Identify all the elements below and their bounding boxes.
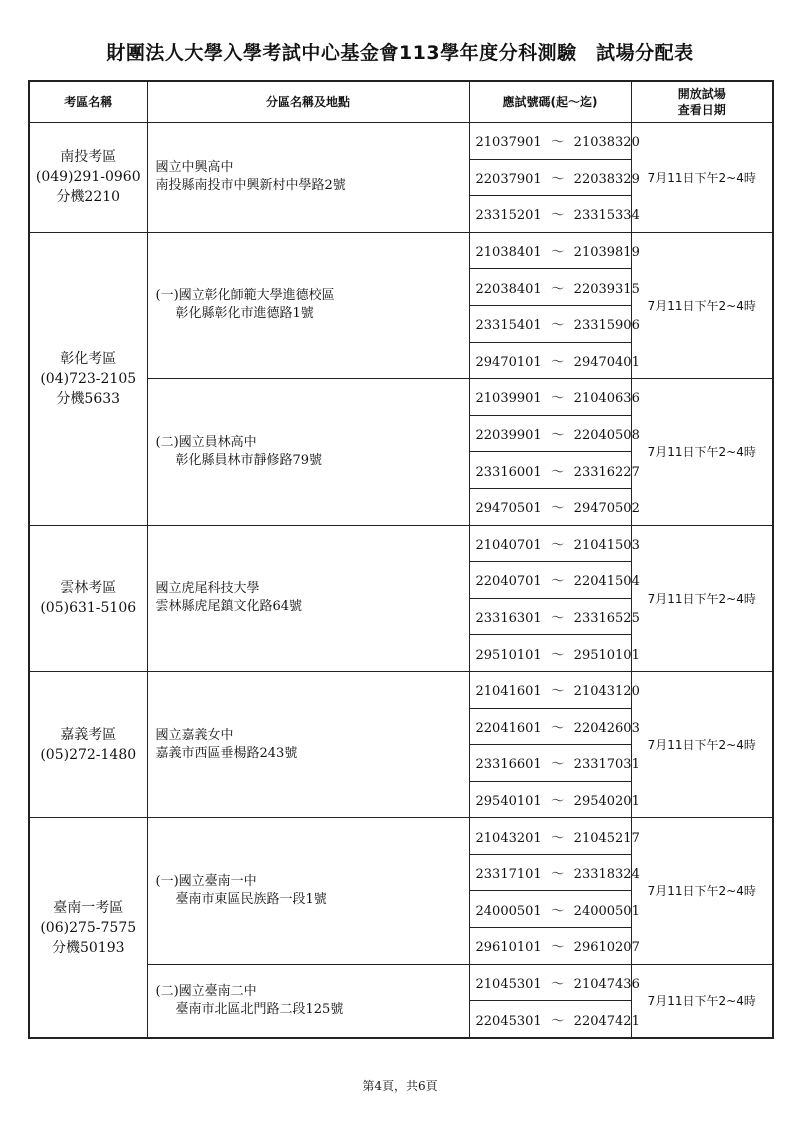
- check-date: 7月11日下午2~4時: [631, 379, 773, 525]
- range-start: 21039901: [475, 391, 542, 407]
- range-separator: ～: [551, 501, 565, 517]
- range-start: 21038401: [475, 245, 542, 261]
- header-region: 考區名稱: [29, 81, 147, 123]
- range-end: 29470502: [573, 501, 640, 517]
- range-separator: ～: [551, 281, 565, 297]
- range-start: 22041601: [475, 720, 542, 736]
- number-range: [469, 123, 640, 160]
- range-end: 21041503: [573, 537, 640, 553]
- range-separator: ～: [551, 940, 565, 956]
- range-end: 23316227: [573, 464, 640, 480]
- range-start: 22037901: [475, 171, 542, 187]
- range-separator: ～: [551, 537, 565, 553]
- site-name: 國立虎尾科技大學: [155, 581, 260, 597]
- number-range: [469, 818, 640, 855]
- site-name: (二)國立員林高中: [155, 434, 257, 450]
- region-info: 彰化考區 (04)723-2105 分機5633: [29, 232, 147, 525]
- range-end: 29510101: [573, 647, 640, 663]
- range-start: 22040701: [475, 574, 542, 590]
- range-end: 22042603: [573, 720, 640, 736]
- site-cell: [147, 379, 469, 525]
- number-range: [469, 159, 640, 196]
- number-range: [469, 452, 640, 489]
- number-range: [469, 891, 640, 928]
- range-separator: ～: [551, 464, 565, 480]
- range-start: 21043201: [475, 830, 542, 846]
- range-separator: ～: [551, 171, 565, 187]
- number-range: [469, 269, 640, 306]
- site-name: (一)國立彰化師範大學進德校區: [155, 288, 335, 304]
- table-row: [29, 818, 773, 855]
- range-separator: ～: [551, 611, 565, 627]
- range-separator: ～: [551, 720, 565, 736]
- site-cell: [147, 525, 469, 671]
- range-separator: ～: [551, 391, 565, 407]
- range-separator: ～: [551, 245, 565, 261]
- site-address: 彰化縣員林市靜修路79號: [175, 452, 323, 468]
- range-start: 21037901: [475, 135, 542, 151]
- site-address: 彰化縣彰化市進德路1號: [175, 306, 314, 322]
- range-start: 21045301: [475, 976, 542, 992]
- range-end: 21043120: [573, 684, 640, 700]
- region-info: 臺南一考區 (06)275-7575 分機50193: [29, 818, 147, 1038]
- range-end: 23316525: [573, 611, 640, 627]
- site-address: 南投縣南投市中興新村中學路2號: [155, 178, 346, 194]
- region-info: 嘉義考區 (05)272-1480: [29, 671, 147, 817]
- number-range: [469, 525, 640, 562]
- range-separator: ～: [551, 318, 565, 334]
- range-start: 23316301: [475, 611, 542, 627]
- number-range: [469, 598, 640, 635]
- number-range: [469, 342, 640, 379]
- range-start: 23316601: [475, 757, 542, 773]
- range-separator: ～: [551, 830, 565, 846]
- number-range: [469, 671, 640, 708]
- table-header-row: [29, 81, 773, 123]
- range-end: 22038329: [573, 171, 640, 187]
- range-separator: ～: [551, 684, 565, 700]
- range-start: 29540101: [475, 793, 542, 809]
- range-start: 29470101: [475, 354, 542, 370]
- table-row: [29, 525, 773, 562]
- site-cell: [147, 964, 469, 1038]
- range-separator: ～: [551, 867, 565, 883]
- site-address: 臺南市北區北門路二段125號: [175, 1001, 344, 1017]
- site-cell: [147, 671, 469, 817]
- range-end: 21047436: [573, 976, 640, 992]
- number-range: [469, 781, 640, 818]
- range-start: 29610101: [475, 940, 542, 956]
- number-range: [469, 928, 640, 965]
- number-range: [469, 196, 640, 233]
- range-end: 24000501: [573, 903, 640, 919]
- range-start: 24000501: [475, 903, 542, 919]
- range-end: 29470401: [573, 354, 640, 370]
- page-footer: 第4頁，共6頁: [362, 1079, 438, 1093]
- range-separator: ～: [551, 354, 565, 370]
- number-range: [469, 488, 640, 525]
- range-start: 22039901: [475, 428, 542, 444]
- range-separator: ～: [551, 903, 565, 919]
- site-name: (一)國立臺南一中: [155, 873, 257, 889]
- number-range: [469, 232, 640, 269]
- number-range: [469, 562, 640, 599]
- site-address: 嘉義市西區垂楊路243號: [155, 745, 298, 761]
- number-range: [469, 854, 640, 891]
- range-separator: ～: [551, 757, 565, 773]
- number-range: [469, 708, 640, 745]
- range-end: 23315906: [573, 318, 640, 334]
- range-end: 23318324: [573, 867, 640, 883]
- check-date: 7月11日下午2~4時: [631, 964, 773, 1038]
- range-separator: ～: [551, 428, 565, 444]
- range-separator: ～: [551, 1013, 565, 1029]
- table-body: [29, 123, 773, 1038]
- table-row: [29, 671, 773, 708]
- table-row: [29, 232, 773, 269]
- range-start: 23317101: [475, 867, 542, 883]
- number-range: [469, 964, 640, 1001]
- range-start: 29470501: [475, 501, 542, 517]
- site-name: (二)國立臺南二中: [155, 983, 257, 999]
- range-start: 23315401: [475, 318, 542, 334]
- site-name: 國立嘉義女中: [155, 727, 234, 743]
- range-end: 23317031: [573, 757, 640, 773]
- range-start: 21041601: [475, 684, 542, 700]
- range-end: 22040508: [573, 428, 640, 444]
- page-title: 財團法人大學入學考試中心基金會113學年度分科測驗 試場分配表: [106, 42, 694, 64]
- header-site: 分區名稱及地點: [147, 81, 469, 123]
- check-date: 7月11日下午2~4時: [631, 232, 773, 378]
- range-end: 29610207: [573, 940, 640, 956]
- range-end: 29540201: [573, 793, 640, 809]
- check-date: 7月11日下午2~4時: [631, 671, 773, 817]
- range-end: 21040636: [573, 391, 640, 407]
- site-cell: [147, 232, 469, 378]
- range-separator: ～: [551, 793, 565, 809]
- range-separator: ～: [551, 976, 565, 992]
- range-end: 21039819: [573, 245, 640, 261]
- range-start: 23315201: [475, 208, 542, 224]
- range-start: 23316001: [475, 464, 542, 480]
- range-start: 21040701: [475, 537, 542, 553]
- range-end: 22047421: [573, 1013, 640, 1029]
- region-info: 南投考區 (049)291-0960 分機2210: [29, 123, 147, 233]
- site-cell: [147, 123, 469, 233]
- number-range: [469, 745, 640, 782]
- number-range: [469, 379, 640, 416]
- range-end: 21045217: [573, 830, 640, 846]
- exam-site-table: [28, 80, 774, 1039]
- check-date: 7月11日下午2~4時: [631, 525, 773, 671]
- number-range: [469, 635, 640, 672]
- range-separator: ～: [551, 208, 565, 224]
- range-start: 29510101: [475, 647, 542, 663]
- number-range: [469, 1001, 640, 1038]
- table-row: [29, 123, 773, 160]
- site-name: 國立中興高中: [155, 160, 234, 176]
- range-separator: ～: [551, 135, 565, 151]
- header-range: 應試號碼(起～迄): [469, 81, 631, 123]
- header-check-date: 開放試場 查看日期: [631, 81, 773, 123]
- site-cell: [147, 818, 469, 964]
- range-separator: ～: [551, 647, 565, 663]
- range-separator: ～: [551, 574, 565, 590]
- check-date: 7月11日下午2~4時: [631, 123, 773, 233]
- number-range: [469, 415, 640, 452]
- range-start: 22038401: [475, 281, 542, 297]
- site-address: 雲林縣虎尾鎮文化路64號: [155, 599, 303, 615]
- range-end: 22041504: [573, 574, 640, 590]
- site-address: 臺南市東區民族路一段1號: [175, 891, 327, 907]
- region-info: 雲林考區 (05)631-5106: [29, 525, 147, 671]
- range-end: 21038320: [573, 135, 640, 151]
- range-start: 22045301: [475, 1013, 542, 1029]
- number-range: [469, 305, 640, 342]
- range-end: 23315334: [573, 208, 640, 224]
- range-end: 22039315: [573, 281, 640, 297]
- check-date: 7月11日下午2~4時: [631, 818, 773, 964]
